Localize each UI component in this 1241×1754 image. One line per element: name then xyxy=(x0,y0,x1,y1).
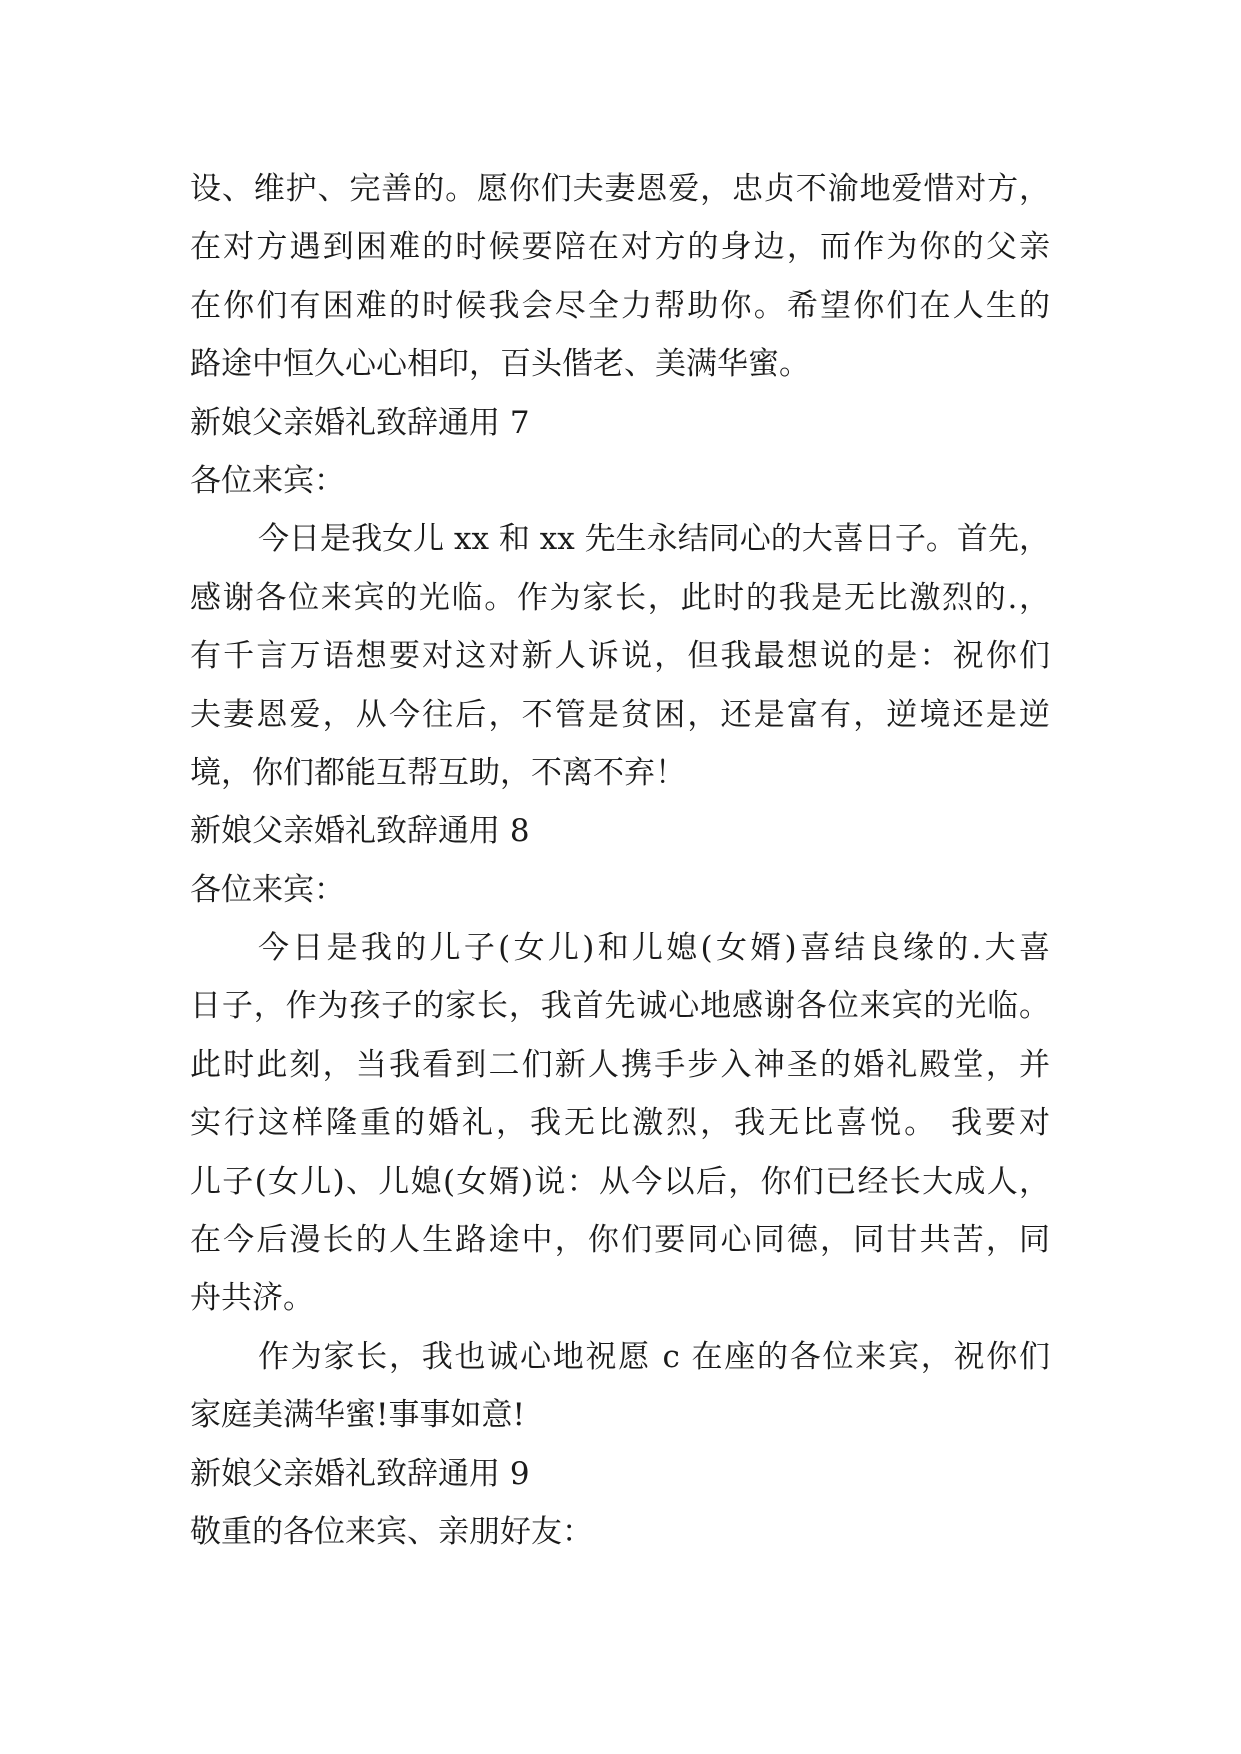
text-line: 今日是我女儿 xx 和 xx 先生永结同心的大喜日子。首先， xyxy=(258,521,1050,558)
text-line: 有千言万语想要对这对新人诉说，但我最想说的是：祝你们 xyxy=(190,638,1050,675)
text-line: 家庭美满华蜜!事事如意! xyxy=(190,1397,525,1434)
text-line: 境，你们都能互帮互助，不离不弃！ xyxy=(190,754,686,791)
text-line: 今日是我的儿子(女儿)和儿媳(女婿)喜结良缘的.大喜 xyxy=(258,930,1050,967)
section-heading: 新娘父亲婚礼致辞通用 7 xyxy=(190,404,530,441)
text-line: 在你们有困难的时候我会尽全力帮助你。希望你们在人生的 xyxy=(190,287,1050,324)
text-line: 设、维护、完善的。愿你们夫妻恩爱，忠贞不渝地爱惜对方， xyxy=(190,171,1050,207)
text-line: 夫妻恩爱，从今往后，不管是贫困，还是富有，逆境还是逆 xyxy=(190,696,1050,733)
text-line: 敬重的各位来宾、亲朋好友： xyxy=(190,1513,593,1550)
text-line: 路途中恒久心心相印，百头偕老、美满华蜜。 xyxy=(190,346,810,383)
section-heading: 新娘父亲婚礼致辞通用 8 xyxy=(190,813,530,850)
text-line: 感谢各位来宾的光临。作为家长，此时的我是无比激烈的.， xyxy=(190,579,1050,616)
text-line: 儿子(女儿)、儿媳(女婿)说：从今以后，你们已经长大成人， xyxy=(190,1163,1050,1200)
text-line: 在对方遇到困难的时候要陪在对方的身边，而作为你的父亲 xyxy=(190,229,1050,266)
text-line: 各位来宾： xyxy=(190,871,345,908)
text-line: 舟共济。 xyxy=(190,1280,314,1317)
section-heading: 新娘父亲婚礼致辞通用 9 xyxy=(190,1455,530,1492)
text-line: 各位来宾： xyxy=(190,462,345,499)
text-line: 日子，作为孩子的家长，我首先诚心地感谢各位来宾的光临。 xyxy=(190,988,1050,1025)
text-line: 在今后漫长的人生路途中，你们要同心同德，同甘共苦，同 xyxy=(190,1222,1050,1259)
text-line: 作为家长，我也诚心地祝愿 c 在座的各位来宾，祝你们 xyxy=(258,1338,1050,1375)
text-line: 实行这样隆重的婚礼，我无比激烈，我无比喜悦。 我要对 xyxy=(190,1105,1050,1142)
text-line: 此时此刻，当我看到二们新人携手步入神圣的婚礼殿堂，并 xyxy=(190,1046,1050,1083)
document-body xyxy=(190,160,1050,1561)
